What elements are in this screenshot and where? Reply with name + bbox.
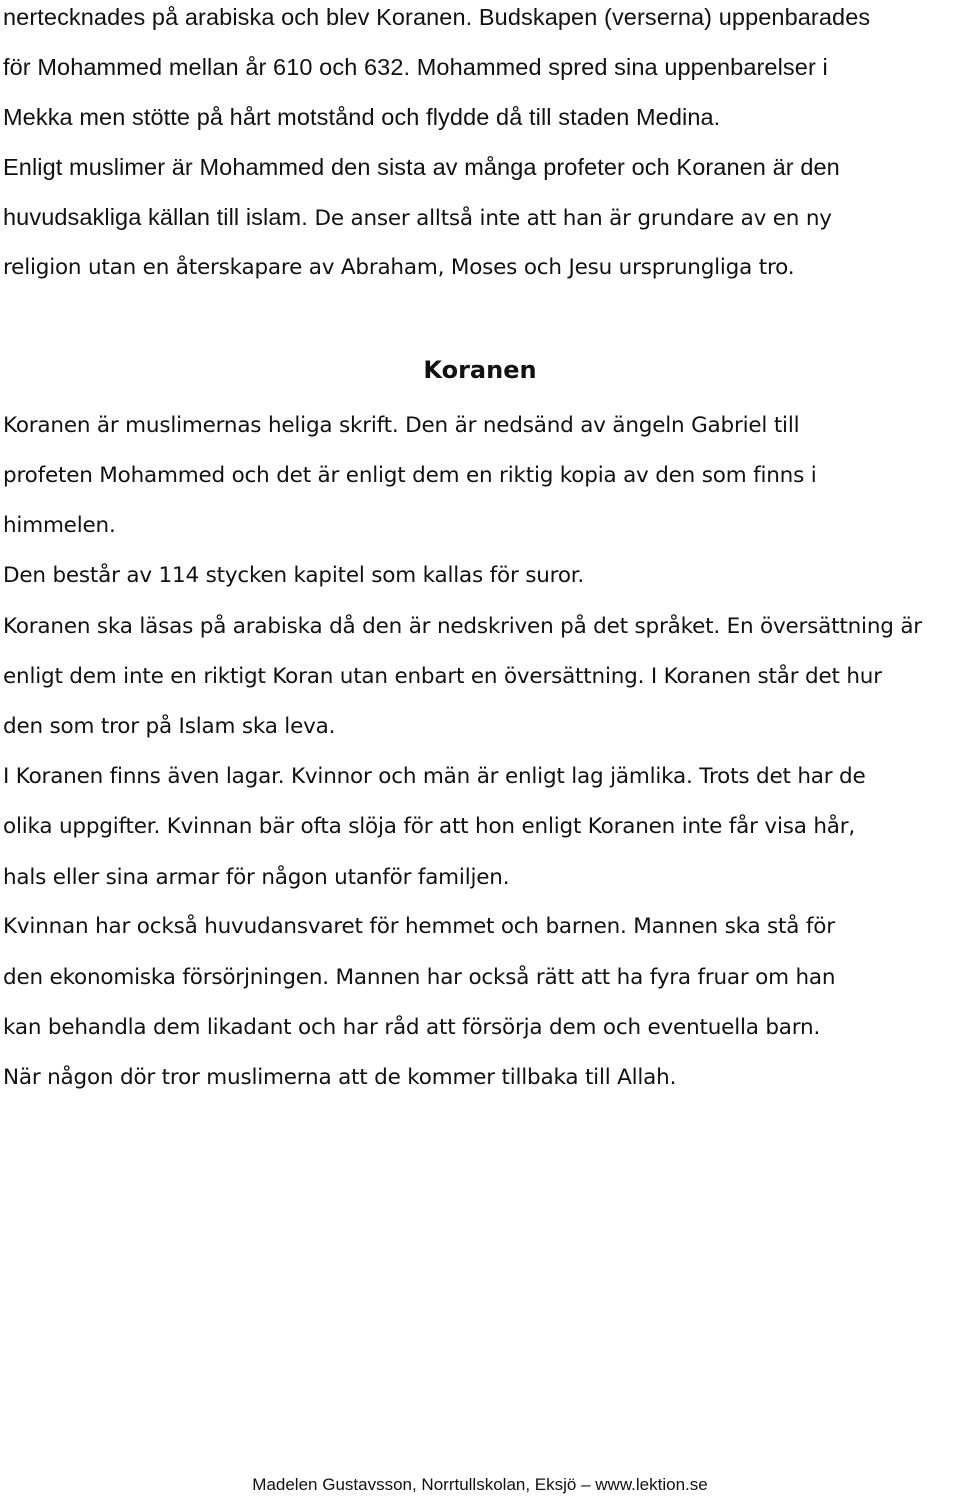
body-line-5: Koranen ska läsas på arabiska då den är nedskriven på det språket. En översättning är bbox=[3, 614, 922, 639]
intro-line-2: för Mohammed mellan år 610 och 632. Mohammed spred sina uppenbarelser i bbox=[3, 54, 828, 80]
intro-line-3: Mekka men stötte på hårt motstånd och flydde då till staden Medina. bbox=[3, 104, 721, 130]
body-line-7: den som tror på Islam ska leva. bbox=[3, 714, 336, 739]
body-line-6: enligt dem inte en riktigt Koran utan enbart en översättning. I Koranen står det hur bbox=[3, 664, 882, 689]
body-line-1: Koranen är muslimernas heliga skrift. Den är nedsänd av ängeln Gabriel till bbox=[3, 413, 800, 438]
body-line-11: Kvinnan har också huvudansvaret för hemmet och barnen. Mannen ska stå för bbox=[3, 914, 835, 939]
body-line-12: den ekonomiska försörjningen. Mannen har också rätt att ha fyra fruar om han bbox=[3, 965, 836, 990]
body-line-13: kan behandla dem likadant och har råd att försörja dem och eventuella barn. bbox=[3, 1015, 821, 1040]
body-line-14: När någon dör tror muslimerna att de kommer tillbaka till Allah. bbox=[3, 1065, 677, 1090]
intro-line-1: nertecknades på arabiska och blev Koranen. Budskapen (verserna) uppenbarades bbox=[3, 4, 871, 30]
intro-line-6: religion utan en återskapare av Abraham, Moses och Jesu ursprungliga tro. bbox=[3, 255, 795, 280]
page-footer: Madelen Gustavsson, Norrtullskolan, Eksjö – www.lektion.se bbox=[252, 1475, 708, 1494]
body-line-8: I Koranen finns även lagar. Kvinnor och män är enligt lag jämlika. Trots det har de bbox=[3, 764, 866, 789]
body-line-9: olika uppgifter. Kvinnan bär ofta slöja för att hon enligt Koranen inte får visa hår, bbox=[3, 814, 856, 839]
intro-line-4: Enligt muslimer är Mohammed den sista av många profeter och Koranen är den bbox=[3, 154, 840, 180]
body-line-2: profeten Mohammed och det är enligt dem en riktig kopia av den som finns i bbox=[3, 463, 817, 488]
body-line-10: hals eller sina armar för någon utanför familjen. bbox=[3, 865, 510, 890]
intro-line-5 bbox=[3, 202, 832, 232]
body-line-3: himmelen. bbox=[3, 513, 116, 538]
section-heading: Koranen bbox=[423, 356, 537, 384]
intro-line-5-sans-part: huvudsakliga källan till islam. bbox=[3, 204, 308, 230]
body-line-4: Den består av 114 stycken kapitel som kallas för suror. bbox=[3, 563, 585, 588]
intro-line-5-comic-part: De anser alltså inte att han är grundare av en ny bbox=[307, 206, 832, 231]
